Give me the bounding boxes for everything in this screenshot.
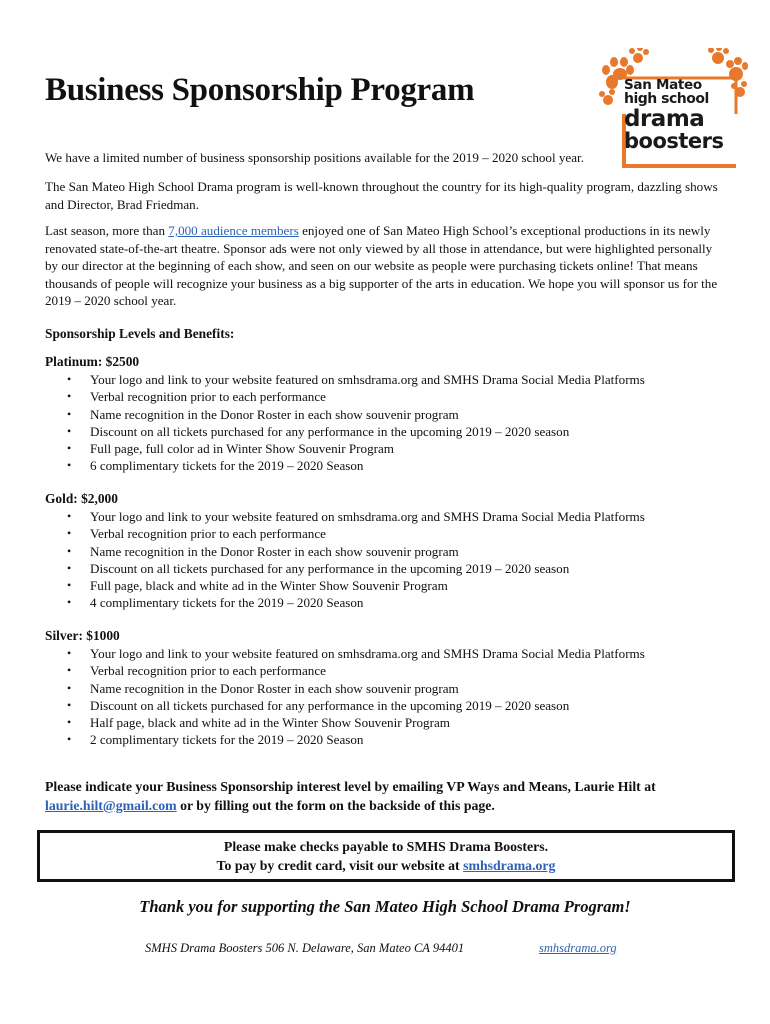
bullet-icon: • [67, 595, 72, 610]
benefit-text: Verbal recognition prior to each performance [90, 526, 326, 542]
list-item [45, 731, 735, 748]
benefit-text: Name recognition in the Donor Roster in each show souvenir program [90, 543, 459, 559]
credit-card-text: To pay by credit card, visit our website at [216, 858, 464, 873]
credit-card-line [40, 856, 732, 875]
list-item [45, 697, 735, 714]
tier-platinum-title: Platinum: $2500 [45, 354, 140, 369]
list-item [45, 645, 735, 662]
interest-text-before: Please indicate your Business Sponsorship interest level by emailing VP Ways and Means, Laurie Hilt at [45, 779, 656, 794]
checks-payable-line: Please make checks payable to SMHS Drama Boosters. [223, 839, 549, 854]
tier-gold-title: Gold: $2,000 [45, 491, 118, 506]
tier-gold [45, 490, 735, 612]
bullet-icon: • [67, 697, 72, 712]
list-item [45, 577, 735, 594]
logo-line-boosters: boosters [624, 129, 724, 153]
sponsorship-levels-heading: Sponsorship Levels and Benefits: [45, 326, 235, 341]
bullet-icon: • [67, 406, 72, 421]
benefit-text: Your logo and link to your website featured on smhsdrama.org and SMHS Drama Social Media Platforms [90, 509, 645, 524]
logo-line-drama: drama [624, 106, 705, 132]
logo-line-high-school: high school [624, 91, 709, 107]
benefit-text: Full page, black and white ad in the Winter Show Souvenir Program [90, 578, 448, 594]
tier-silver-benefits [45, 645, 735, 749]
bullet-icon: • [67, 389, 72, 404]
list-item [45, 406, 735, 423]
list-item [45, 440, 735, 457]
bullet-icon: • [67, 372, 72, 386]
bullet-icon: • [67, 441, 72, 456]
tier-silver [45, 627, 735, 749]
interest-text-after: or by filling out the form on the backside of this page. [176, 797, 495, 813]
benefit-text: Discount on all tickets purchased for any performance in the upcoming 2019 – 2020 season [90, 697, 570, 713]
intro-paragraph-1: We have a limited number of business sponsorship positions available for the 2019 – 2020 school year. [45, 150, 584, 165]
intro-p3-after: enjoyed one of San Mateo High School’s exceptional productions in its newly renovated state-of-the-art theatre. Sponsor ads were not only viewed by all those in attendance, but were highlighted personally by our director at the beginning of each show, and seen on our website as people were purchasing tickets online! That means thousands of people will recognize your business as a big supporter of the arts in education. We hope you will sponsor us for the 2019 – 2020 school year. [45, 223, 718, 309]
benefit-text: Full page, full color ad in Winter Show Souvenir Program [90, 441, 394, 457]
tier-platinum [45, 353, 735, 475]
interest-instructions [45, 778, 735, 815]
list-item [45, 371, 735, 388]
benefit-text: 6 complimentary tickets for the 2019 – 2020 Season [90, 458, 364, 474]
bullet-icon: • [67, 423, 72, 438]
tier-platinum-benefits [45, 371, 735, 475]
list-item [45, 594, 735, 611]
benefit-text: Your logo and link to your website featured on smhsdrama.org and SMHS Drama Social Media Platforms [90, 372, 645, 387]
benefit-text: Name recognition in the Donor Roster in each show souvenir program [90, 680, 459, 696]
footer-address: SMHS Drama Boosters 506 N. Delaware, San Mateo CA 94401 [145, 941, 465, 955]
bullet-icon: • [67, 680, 72, 695]
list-item [45, 662, 735, 679]
logo-wordmark [624, 78, 736, 152]
list-item [45, 508, 735, 525]
list-item [45, 680, 735, 697]
logo-line-san-mateo: San Mateo [624, 77, 702, 93]
benefit-text: 2 complimentary tickets for the 2019 – 2020 Season [90, 732, 364, 748]
benefit-text: Half page, black and white ad in the Winter Show Souvenir Program [90, 715, 450, 731]
audience-members-link[interactable]: 7,000 audience members [168, 223, 299, 238]
bullet-icon: • [67, 560, 72, 575]
bullet-icon: • [67, 526, 72, 541]
payment-info-box [37, 830, 735, 882]
list-item [45, 423, 735, 440]
bullet-icon: • [67, 458, 72, 473]
intro-paragraph-3 [45, 222, 725, 310]
benefit-text: 4 complimentary tickets for the 2019 – 2020 Season [90, 595, 364, 611]
bullet-icon: • [67, 715, 72, 730]
benefit-text: Discount on all tickets purchased for any performance in the upcoming 2019 – 2020 season [90, 560, 570, 576]
bullet-icon: • [67, 732, 72, 747]
website-link[interactable]: smhsdrama.org [463, 858, 556, 873]
page-title: Business Sponsorship Program [45, 72, 475, 108]
benefit-text: Name recognition in the Donor Roster in each show souvenir program [90, 406, 459, 422]
list-item [45, 388, 735, 405]
benefit-text: Verbal recognition prior to each performance [90, 663, 326, 679]
bullet-icon: • [67, 509, 72, 523]
intro-paragraph-2: The San Mateo High School Drama program is well-known throughout the country for its high-quality program, dazzling shows and Director, Brad Friedman. [45, 179, 718, 212]
bullet-icon: • [67, 646, 72, 660]
benefit-text: Verbal recognition prior to each performance [90, 389, 326, 405]
bullet-icon: • [67, 578, 72, 593]
benefit-text: Discount on all tickets purchased for any performance in the upcoming 2019 – 2020 season [90, 423, 570, 439]
tier-gold-benefits [45, 508, 735, 612]
benefit-text: Your logo and link to your website featured on smhsdrama.org and SMHS Drama Social Media Platforms [90, 646, 645, 661]
tier-silver-title: Silver: $1000 [45, 628, 120, 643]
list-item [45, 543, 735, 560]
email-link[interactable]: laurie.hilt@gmail.com [45, 797, 177, 813]
bullet-icon: • [67, 543, 72, 558]
footer-website-link[interactable]: smhsdrama.org [539, 941, 617, 955]
thank-you-message: Thank you for supporting the San Mateo High School Drama Program! [139, 897, 631, 916]
list-item [45, 457, 735, 474]
list-item [45, 560, 735, 577]
list-item [45, 525, 735, 542]
list-item [45, 714, 735, 731]
bullet-icon: • [67, 663, 72, 678]
intro-p3-before: Last season, more than [45, 223, 169, 238]
